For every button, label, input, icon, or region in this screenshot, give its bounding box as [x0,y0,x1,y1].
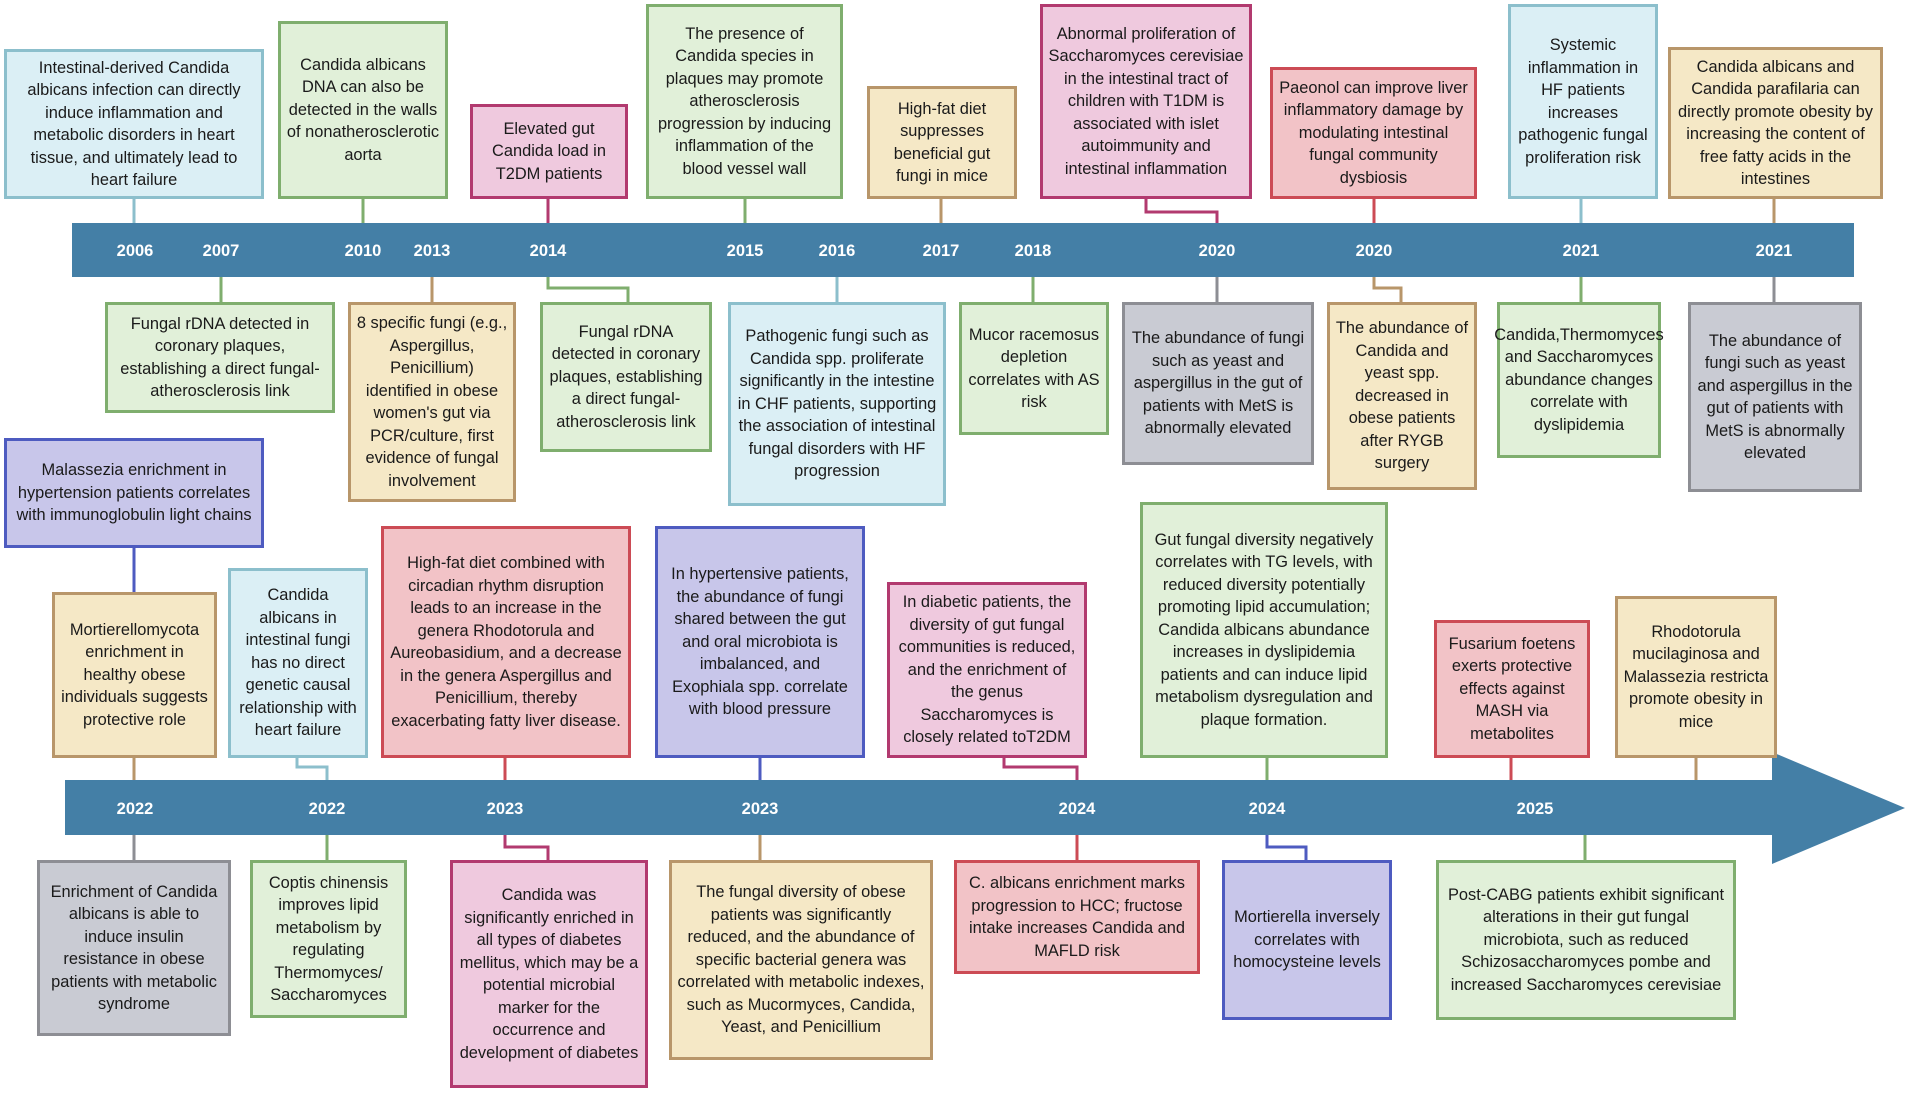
event-text: C. albicans enrichment marks progression to HCC; fructose intake increases Candida and MAFLD risk [969,874,1185,960]
years_row2-year-label: 2024 [1248,800,1286,818]
years_row1-year-label: 2006 [116,242,154,260]
event-text: Fungal rDNA detected in coronary plaques, establishing a direct fungal-atherosclerosis link [549,322,703,431]
event-box [1222,860,1392,1020]
event-text: The fungal diversity of obese patients was significantly reduced, and the abundance of specific bacterial genera was correlated with metabolic indexes, such as Mucormyces, Candida, Yeast, and Penicillium [677,883,925,1037]
event-text: The abundance of Candida and yeast spp. decreased in obese patients after RYGB surgery [1335,319,1469,473]
event-box [1436,860,1736,1020]
years_row2-year-label: 2025 [1516,800,1554,818]
years_row1-year-label: 2016 [818,242,856,260]
event-box [250,860,407,1018]
event-box [954,860,1200,974]
timeline-arrow-head [1772,752,1905,864]
event-box [228,568,368,758]
event-box [959,302,1109,435]
event-text: Fungal rDNA detected in coronary plaques, establishing a direct fungal-atherosclerosis link [120,314,320,400]
event-text: Systemic inflammation in HF patients increases pathogenic fungal proliferation risk [1518,36,1648,167]
years_row2-year-label: 2024 [1058,800,1096,818]
years_row1-year-label: 2007 [202,242,240,260]
connector-line [1146,199,1217,223]
event-box [540,302,712,452]
event-text: In hypertensive patients, the abundance of fungi shared between the gut and oral microbiota is imbalanced, and Exophiala spp. correlate with blood pressure [671,565,849,719]
event-box [1434,620,1590,758]
event-text: Gut fungal diversity negatively correlates with TG levels, with reduced diversity potentially promoting lipid accumulation; Candida albicans abundance increases in dyslipidemia patients and can induce lipid metabolism dysregulation and plaque formation. [1154,530,1374,729]
event-box [646,4,843,199]
event-box [1122,302,1314,465]
event-box [52,592,217,758]
years_row1-year-label: 2018 [1014,242,1052,260]
connector-line [1267,835,1306,860]
event-text: Mortierella inversely correlates with homocysteine levels [1233,908,1381,972]
event-box [669,860,933,1060]
event-text: 8 specific fungi (e.g., Aspergillus, Penicillium) identified in obese women's gut via PCR/culture, first evidence of fungal involvement [356,314,508,490]
event-text: Coptis chinensis improves lipid metabolism by regulating Thermomyces/ Saccharomyces [268,873,389,1004]
event-text: Intestinal-derived Candida albicans infection can directly induce inflammation and metabolic disorders in heart tissue, and ultimately lead to heart failure [27,58,241,189]
event-box [1494,302,1664,458]
event-text: Malassezia enrichment in hypertension patients correlates with immunoglobulin light chains [16,461,252,525]
event-box [1270,67,1477,199]
event-box [867,86,1017,199]
event-box [348,302,516,502]
years_row1-year-label: 2013 [413,242,451,260]
event-text: Abnormal proliferation of Saccharomyces cerevisiae in the intestinal tract of children with T1DM is associated with islet autoimmunity and intestinal inflammation [1048,24,1244,178]
event-box [728,302,946,506]
connector-line [297,758,327,780]
connector-line [1004,758,1077,780]
connector-line [1374,277,1401,302]
event-text: Mucor racemosus depletion correlates with AS risk [968,325,1100,411]
event-text: Pathogenic fungi such as Candida spp. proliferate significantly in the intestine in CHF patients, supporting the association of intestinal fungal disorders with HF progression [737,327,937,481]
event-box [655,526,865,758]
event-text: Elevated gut Candida load in T2DM patients [492,119,606,183]
event-text: Mortierellomycota enrichment in healthy obese individuals suggests protective role [61,620,208,729]
years_row1-year-label: 2010 [344,242,382,260]
years_row2-year-label: 2023 [741,800,779,818]
connector-line [548,277,628,302]
event-text: Post-CABG patients exhibit significant alterations in their gut fungal microbiota, such as reduced Schizosaccharomyces pombe and increased Saccharomyces cerevisiae [1447,885,1725,994]
event-text: High-fat diet combined with circadian rhythm disruption leads to an increase in the genera Rhodotorula and Aureobasidium, and a decrease in the genera Aspergillus and Penicillium, thereby exacerbating fatty liver disease. [390,554,622,730]
event-box [381,526,631,758]
event-box [1508,4,1658,199]
event-box [1615,596,1777,758]
years_row1-year-label: 2017 [922,242,960,260]
years_row1-year-label: 2015 [726,242,764,260]
event-text: In diabetic patients, the diversity of gut fungal communities is reduced, and the enrichment of the genus Saccharomyces is closely related toT2DM [898,593,1076,747]
event-text: High-fat diet suppresses beneficial gut fungi in mice [893,99,991,185]
event-box [1140,502,1388,758]
event-box [105,302,335,413]
event-box [278,21,448,199]
years_row1-year-label: 2020 [1198,242,1236,260]
event-text: The abundance of fungi such as yeast and aspergillus in the gut of patients with MetS is abnormally elevated [1697,331,1853,462]
event-box [1668,47,1883,199]
event-text: Candida,Thermomyces and Saccharomyces abundance changes correlate with dyslipidemia [1494,325,1664,434]
event-box [1327,302,1477,490]
event-text: Paeonol can improve liver inflammatory damage by modulating intestinal fungal community dysbiosis [1279,78,1468,187]
event-text: Candida albicans and Candida parafilaria can directly promote obesity by increasing the content of free fatty acids in the intestines [1678,57,1873,188]
event-box [4,49,264,199]
event-text: Candida albicans in intestinal fungi has no direct genetic causal relationship with heart failure [239,586,357,740]
connector-line [505,835,548,860]
years_row1-year-label: 2014 [529,242,567,260]
event-text: The abundance of fungi such as yeast and aspergillus in the gut of patients with MetS is abnormally elevated [1131,329,1305,438]
years_row2-year-label: 2022 [308,800,346,818]
event-box [470,104,628,199]
event-box [1040,4,1252,199]
event-box [450,860,648,1088]
event-text: Candida albicans DNA can also be detected in the walls of nonatherosclerotic aorta [286,55,440,164]
event-text: Enrichment of Candida albicans is able to induce insulin resistance in obese patients with metabolic syndrome [50,882,218,1013]
years_row2-year-label: 2022 [116,800,154,818]
years_row1-year-label: 2021 [1755,242,1793,260]
event-box [887,582,1087,758]
years_row2-year-label: 2023 [486,800,524,818]
event-box [1688,302,1862,492]
event-text: Rhodotorula mucilaginosa and Malassezia restricta promote obesity in mice [1623,622,1769,731]
event-box [4,438,264,548]
event-text: Candida was significantly enriched in all types of diabetes mellitus, which may be a potential microbial marker for the occurrence and development of diabetes [459,886,639,1062]
event-box [37,860,231,1036]
event-text: Fusarium foetens exerts protective effects against MASH via metabolites [1448,634,1576,743]
years_row1-year-label: 2020 [1355,242,1393,260]
event-text: The presence of Candida species in plaques may promote atherosclerosis progression by inducing inflammation of the blood vessel wall [657,24,832,178]
years_row1-year-label: 2021 [1562,242,1600,260]
